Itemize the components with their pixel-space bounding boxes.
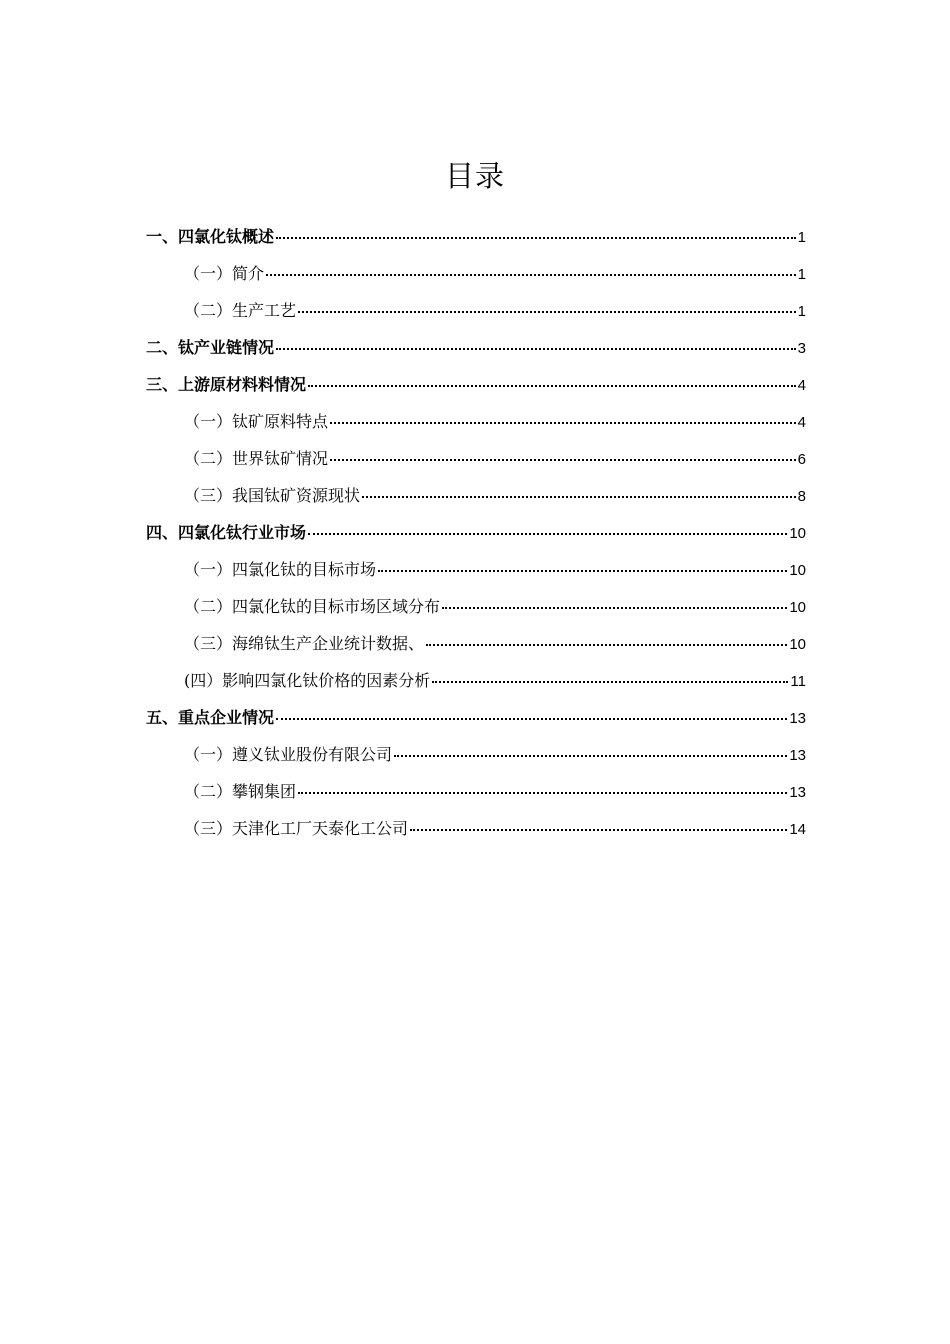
- toc-entry-label: 四、四氯化钛行业市场: [146, 523, 307, 542]
- dot-leader: [308, 384, 796, 387]
- dot-leader: [410, 828, 787, 831]
- toc-entry-label: （二）生产工艺: [184, 301, 297, 320]
- toc-entry[interactable]: [146, 224, 806, 261]
- toc-entry[interactable]: [146, 816, 806, 853]
- toc-entry-label: 五、重点企业情况: [146, 708, 275, 727]
- toc-entry-page-number: 6: [797, 451, 806, 468]
- toc-entry-label: （二）攀钢集团: [184, 782, 297, 801]
- toc-entry-page-number: 10: [789, 636, 806, 653]
- table-of-contents: [146, 224, 806, 853]
- toc-entry[interactable]: [146, 520, 806, 557]
- toc-entry[interactable]: [146, 298, 806, 335]
- toc-entry-label: （一）简介: [184, 264, 265, 283]
- toc-entry[interactable]: [146, 335, 806, 372]
- toc-entry-page-number: 14: [789, 821, 806, 838]
- toc-entry-label: 三、上游原材料料情况: [146, 375, 307, 394]
- toc-entry[interactable]: [146, 779, 806, 816]
- dot-leader: [394, 754, 787, 757]
- toc-entry-label: （一）遵义钛业股份有限公司: [184, 745, 393, 764]
- toc-entry-page-number: 13: [789, 710, 806, 727]
- dot-leader: [266, 273, 796, 276]
- dot-leader: [432, 680, 788, 683]
- toc-entry-label: （三）海绵钛生产企业统计数据、: [184, 634, 425, 653]
- toc-entry-label: （一）四氯化钛的目标市场: [184, 560, 377, 579]
- toc-entry-page-number: 10: [789, 562, 806, 579]
- toc-entry[interactable]: [146, 261, 806, 298]
- toc-entry[interactable]: [146, 631, 806, 668]
- dot-leader: [308, 532, 787, 535]
- toc-entry-label: (四）影响四氯化钛价格的因素分析: [184, 671, 431, 690]
- toc-entry[interactable]: [146, 705, 806, 742]
- toc-entry-label: （一）钛矿原料特点: [184, 412, 329, 431]
- toc-entry-page-number: 11: [790, 673, 806, 690]
- dot-leader: [276, 717, 787, 720]
- toc-entry-page-number: 10: [789, 599, 806, 616]
- toc-entry[interactable]: [146, 372, 806, 409]
- toc-entry-page-number: 1: [797, 266, 806, 283]
- toc-entry-label: （三）天津化工厂天泰化工公司: [184, 819, 409, 838]
- toc-entry[interactable]: [146, 409, 806, 446]
- dot-leader: [276, 236, 796, 239]
- dot-leader: [298, 791, 787, 794]
- toc-entry-page-number: 4: [797, 414, 806, 431]
- toc-entry[interactable]: [146, 594, 806, 631]
- toc-entry-label: 二、钛产业链情况: [146, 338, 275, 357]
- toc-entry[interactable]: [146, 742, 806, 779]
- toc-entry[interactable]: [146, 557, 806, 594]
- dot-leader: [330, 458, 796, 461]
- dot-leader: [378, 569, 787, 572]
- dot-leader: [426, 643, 787, 646]
- toc-entry-label: 一、四氯化钛概述: [146, 227, 275, 246]
- toc-entry-page-number: 13: [789, 747, 806, 764]
- dot-leader: [298, 310, 796, 313]
- dot-leader: [442, 606, 787, 609]
- dot-leader: [276, 347, 796, 350]
- toc-title: 目录: [444, 159, 505, 193]
- toc-entry-label: （三）我国钛矿资源现状: [184, 486, 361, 505]
- toc-entry-page-number: 3: [797, 340, 806, 357]
- dot-leader: [362, 495, 796, 498]
- toc-entry[interactable]: [146, 668, 806, 705]
- toc-entry-label: （二）世界钛矿情况: [184, 449, 329, 468]
- toc-entry-page-number: 13: [789, 784, 806, 801]
- toc-entry-page-number: 4: [797, 377, 806, 394]
- dot-leader: [330, 421, 796, 424]
- toc-entry[interactable]: [146, 446, 806, 483]
- toc-entry-page-number: 1: [797, 303, 806, 320]
- toc-entry-page-number: 8: [797, 488, 806, 505]
- toc-entry-page-number: 10: [789, 525, 806, 542]
- toc-entry-page-number: 1: [797, 229, 806, 246]
- toc-entry-label: （二）四氯化钛的目标市场区域分布: [184, 597, 441, 616]
- toc-entry[interactable]: [146, 483, 806, 520]
